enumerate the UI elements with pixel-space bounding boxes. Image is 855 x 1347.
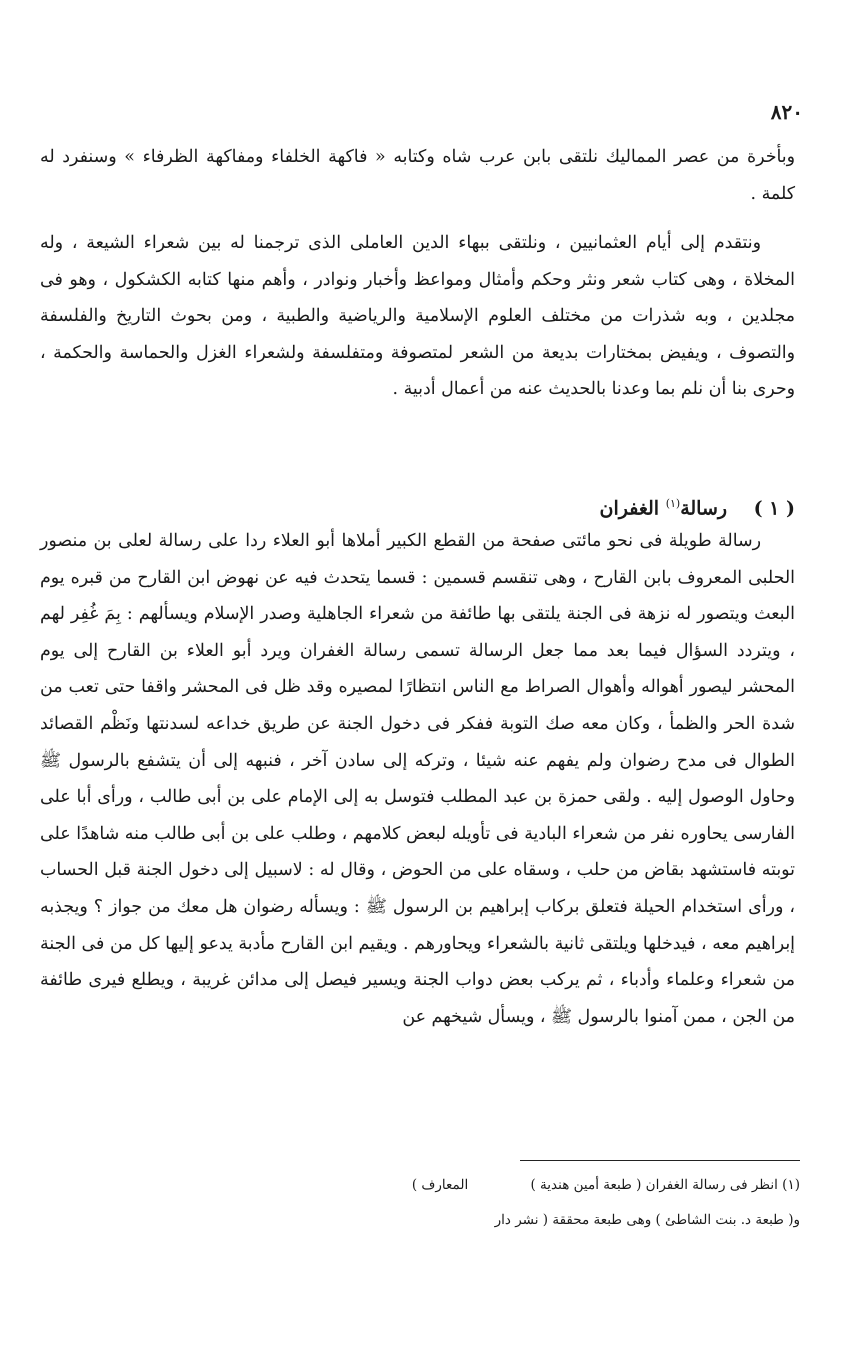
section-title-part1: رسالة <box>680 497 728 520</box>
footnote-divider <box>520 1160 800 1161</box>
footnote-line-1 <box>100 1168 800 1203</box>
page-number: ٨٢٠ <box>770 100 803 124</box>
footnote-1-continuation: المعارف ) <box>411 1177 469 1193</box>
section-number: ( ١ ) <box>753 497 795 520</box>
footnote-ref: (١) <box>665 497 681 510</box>
intro-paragraph-1: وبأخرة من عصر المماليك نلتقى بابن عرب شاه وكتابه « فاكهة الخلفاء ومفاكهة الظرفاء » وسنفرد له كلمة . <box>40 147 795 204</box>
footnote-1-text: (١) انظر فى رسالة الغفران ( طبعة أمين هندية ) <box>530 1177 800 1193</box>
footnote-line-2: و( طبعة د. بنت الشاطئ ) وهى طبعة محققة ( نشر دار <box>494 1212 800 1228</box>
section-heading <box>40 487 795 525</box>
section-title-part2: الغفران <box>599 497 660 520</box>
intro-paragraph-2: ونتقدم إلى أيام العثمانيين ، ونلتقى ببهاء الدين العاملى الذى ترجمنا له بين شعراء الشيعة ، وله المخلاة ، وهى كتاب شعر ونثر وحكم وأمثال ومواعظ وأخبار ونوادر ، وأهم منها كتابه الكشكول ، وهو فى مجلدين ، وبه شذرات من مختلف العلوم الإسلامية والرياضية والطبية ، ومن بحوث التاريخ والفلسفة والتصوف ، ويفيض بمختارات بديعة من الشعر لمتصوفة ومتفلسفة ولشعراء الغزل والحماسة والحكمة ، وحرى بنا أن نلم بما وعدنا بالحديث عنه من أعمال أدبية . <box>40 233 795 400</box>
footnotes <box>100 1168 800 1238</box>
body-paragraph: رسالة طويلة فى نحو مائتى صفحة من القطع الكبير أملاها أبو العلاء ردا على رسالة لعلى بن منصور الحلبى المعروف بابن القارح ، وهى تنقسم قسمين : قسما يتحدث فيه عن نهوض ابن القارح من قبره يوم البعث ويتصور له نزهة فى الجنة يلتقى بها طائفة من شعراء الجاهلية وصدر الإسلام ويسألهم : بِمَ غُفِر لهم ، ويتردد السؤال فيما بعد مما جعل الرسالة تسمى رسالة الغفران ويرد أبو العلاء بن القارح إلى يوم المحشر ليصور أهواله وأهوال الصراط مع الناس انتظارًا لمصيره وقد ظل فى المحشر واقفا حتى تعب من شدة الحر والظمأ ، وكان معه صك التوبة ففكر فى دخول الجنة عن طريق خداعه لسدنتها ونَظْم القصائد الطوال فى مدح رضوان ولم يفهم عنه شيئا ، وتركه إلى سادن آخر ، فنبهه إلى أن يتشفع بالرسول ﷺ وحاول الوصول إليه . ولقى حمزة بن عبد المطلب فتوسل به إلى الإمام على بن أبى طالب ، ورأى أبا على الفارسى يحاوره نفر من شعراء البادية فى تأويله لبعض كلامهم ، وطلب على بن أبى طالب منه شاهدًا على توبته فاستشهد بقاض من حلب ، وسقاه على من الحوض ، وقال له : لاسبيل إلى دخول الجنة قبل الحساب ، ورأى استخدام الحيلة فتعلق بركاب إبراهيم بن الرسول ﷺ : ويسأله رضوان هل معك من جواز ؟ ويجذبه إبراهيم معه ، فيدخلها ويلتقى ثانية بالشعراء ويحاورهم . ويقيم ابن القارح مأدبة يدعو إليها كل من فى الجنة من شعراء وعلماء وأدباء ، ثم يركب بعض دواب الجنة ويسير فيصل إلى مدائن غريبة ، ويطلع فيرى طائفة من الجن ، ممن آمنوا بالرسول ﷺ ، ويسأل شيخهم عن <box>40 531 795 1027</box>
